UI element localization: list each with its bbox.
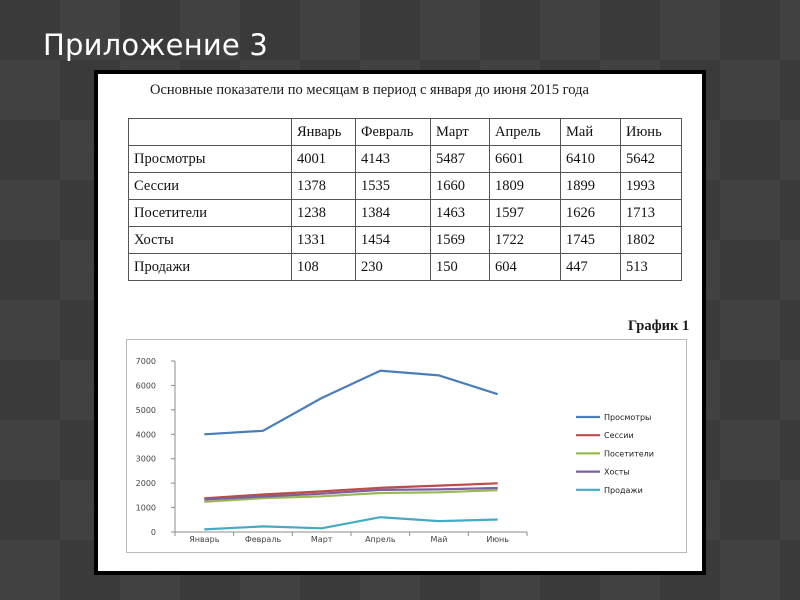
table-cell: 6410: [561, 146, 621, 173]
table-header-row: [129, 119, 682, 146]
chart-caption: График 1: [628, 318, 690, 334]
appendix-page: [98, 74, 702, 571]
table-cell: 1238: [292, 200, 356, 227]
appendix-frame: [94, 70, 706, 575]
x-tick-label: Май: [430, 535, 448, 544]
row-label: Хосты: [129, 227, 292, 254]
table-cell: 4143: [356, 146, 431, 173]
line-chart-svg: [127, 340, 686, 552]
table-cell: 1713: [621, 200, 682, 227]
table-cell: 1722: [490, 227, 561, 254]
table-cell: 5487: [431, 146, 490, 173]
table-row: [129, 200, 682, 227]
row-label: Сессии: [129, 173, 292, 200]
table-cell: 513: [621, 254, 682, 281]
table-cell: 1626: [561, 200, 621, 227]
table-cell: 1809: [490, 173, 561, 200]
series-line: [204, 517, 497, 529]
table-row: [129, 227, 682, 254]
table-header-cell: Май: [561, 119, 621, 146]
table-cell: 1745: [561, 227, 621, 254]
legend-label: Сессии: [604, 431, 634, 441]
table-cell: 1331: [292, 227, 356, 254]
line-chart: [126, 339, 687, 553]
table-cell: 447: [561, 254, 621, 281]
x-tick-label: Февраль: [244, 535, 282, 544]
table-row: [129, 173, 682, 200]
y-tick-label: 2000: [135, 479, 156, 489]
table-row: [129, 254, 682, 281]
table-cell: 1535: [356, 173, 431, 200]
table-cell: 1454: [356, 227, 431, 254]
metrics-table: [128, 118, 682, 281]
y-tick-label: 6000: [135, 381, 156, 391]
table-row: [129, 146, 682, 173]
x-tick-label: Март: [310, 535, 333, 544]
table-cell: 4001: [292, 146, 356, 173]
y-tick-label: 5000: [135, 405, 156, 415]
table-header-cell: Июнь: [621, 119, 682, 146]
table-cell: 108: [292, 254, 356, 281]
series-line: [204, 371, 497, 435]
x-tick-label: Апрель: [365, 535, 396, 544]
table-cell: 1899: [561, 173, 621, 200]
x-tick-label: Январь: [189, 535, 220, 544]
y-tick-label: 7000: [135, 357, 156, 366]
table-cell: 1660: [431, 173, 490, 200]
y-tick-label: 3000: [135, 454, 156, 464]
table-header-cell: Январь: [292, 119, 356, 146]
slide-title: Приложение 3: [43, 28, 269, 62]
table-cell: 1569: [431, 227, 490, 254]
table-cell: 604: [490, 254, 561, 281]
legend-label: Хосты: [604, 467, 630, 477]
legend-label: Продажи: [604, 485, 643, 495]
table-cell: 1802: [621, 227, 682, 254]
table-caption: Основные показатели по месяцам в период с января до июня 2015 года: [150, 82, 589, 98]
y-tick-label: 1000: [135, 503, 156, 513]
table-header-corner: [129, 119, 292, 146]
table-cell: 1378: [292, 173, 356, 200]
y-tick-label: 0: [150, 528, 156, 537]
table-header-cell: Февраль: [356, 119, 431, 146]
row-label: Просмотры: [129, 146, 292, 173]
table-header-cell: Март: [431, 119, 490, 146]
table-cell: 1384: [356, 200, 431, 227]
table-cell: 150: [431, 254, 490, 281]
x-tick-label: Июнь: [486, 535, 510, 544]
table-cell: 5642: [621, 146, 682, 173]
row-label: Посетители: [129, 200, 292, 227]
row-label: Продажи: [129, 254, 292, 281]
y-tick-label: 4000: [135, 430, 156, 440]
table-cell: 1993: [621, 173, 682, 200]
table-cell: 230: [356, 254, 431, 281]
legend-label: Просмотры: [604, 413, 652, 422]
table-cell: 1463: [431, 200, 490, 227]
legend-label: Посетители: [604, 449, 654, 459]
table-cell: 6601: [490, 146, 561, 173]
table-cell: 1597: [490, 200, 561, 227]
table-header-cell: Апрель: [490, 119, 561, 146]
